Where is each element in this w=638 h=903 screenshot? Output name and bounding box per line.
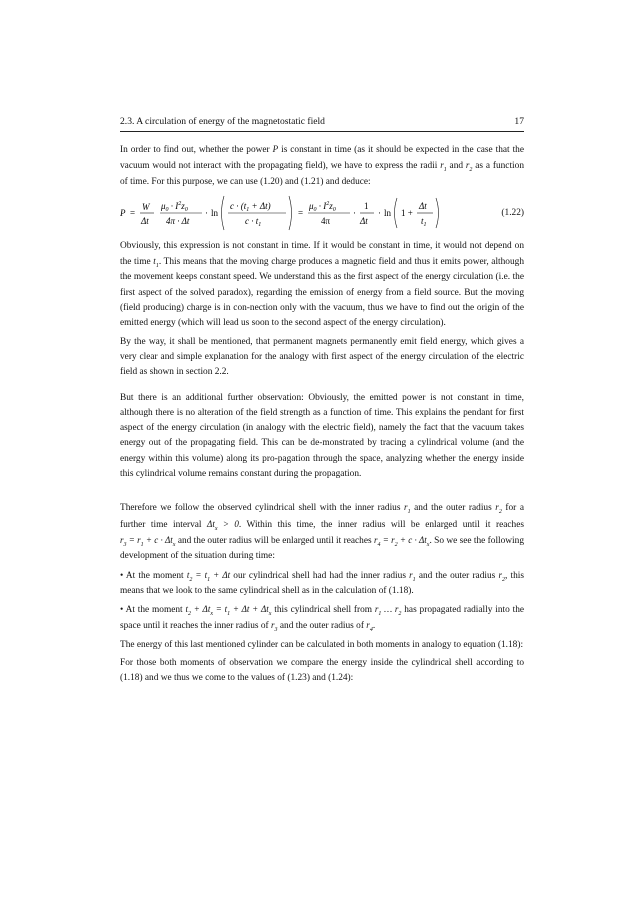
math-t2-dtx-expression: $t_2 + \Delta t_x = t_1 + \Delta t + \Delta t_x$ — [185, 604, 272, 617]
math-r3-expression: $r_3 = r_1 + c \cdot \Delta t_x$ — [120, 534, 176, 548]
math-r1: $r_1$ — [409, 569, 416, 583]
math-r3: $r_3$ — [271, 620, 278, 634]
paren-right-2 — [436, 198, 439, 228]
eq-one-plus: 1 + — [401, 207, 413, 218]
paragraph-permanent-magnets: By the way, it shall be mentioned, that permanent magnets permanently emit field energy, which gives a very clear and simple explanation for the analogy with first aspect of the energy circulation of the electric field as shown in section 2.2. — [120, 336, 524, 378]
math-P: P — [272, 144, 279, 154]
eq-num2: $c \cdot (t_1 + \Delta t)$ — [230, 200, 271, 213]
paragraph-compare-moments: For those both moments of observation we compare the energy inside the cylindrical shell according to (1.18) and we thus we come to the values of (1.23) and (1.24): — [120, 658, 524, 684]
page-number: 17 — [514, 116, 524, 127]
math-dtx-positive: $\Delta t_x > 0$ — [207, 518, 239, 532]
eq-ln-2: ln — [384, 207, 392, 218]
math-r1: $r_1$ — [440, 160, 447, 174]
equation-number: (1.22) — [501, 207, 524, 218]
running-head — [120, 116, 524, 127]
paragraph-not-constant: Obviously, this expression is not constant in time. If it would be constant in time, it would not depend on the time $t_1$. This means that the moving charge produces a magnetic field and thus it emits power, although the movement keeps constant speed. We understand this as the first aspect of the energy circulation (i.e. the first aspect of the solved paradox), regarding the emission of energy from a field source. But the moving (field producing) charge is in con-nection only with the vacuum, thus we have to find out the origin of the emitted energy (which will lead us soon to the second aspect of the energy circulation). — [120, 240, 524, 329]
paren-left-1 — [222, 196, 225, 230]
eq-den1: 4π · Δt — [166, 215, 190, 226]
math-r4-expression: $r_4 = r_2 + c \cdot \Delta t_x$ — [373, 534, 430, 548]
math-r2: $r_2$ — [495, 502, 502, 516]
equation-1-22 — [120, 193, 524, 233]
eq-dot-1: · — [205, 207, 208, 218]
bullet-first-moment: • At the moment $t_2 = t_1 + \Delta t$ our cylindrical shell had had the inner radius $r_1$ and the outer radius $r_2$, this means that we look to the same cylindrical shell as in the calculation of (1.18). — [120, 569, 524, 596]
paragraph-further-observation: But there is an additional further observation: Obviously, the emitted power is not constant in time, although there is no alteration of the field strength as a function of time. This explains the pendant for first aspect of the energy circulation (in analogy with the electric field), namely the fact that the vacuum takes energy out of the propagating field. This can be de-monstrated by tracing a cylindrical volume (and the energy within this volume) along its pro-pagation through the space, analyzing whether the energy inside this cylindrical volume remains constant during the propagation. — [120, 392, 524, 480]
eq-one: 1 — [364, 200, 369, 211]
paren-left-2 — [395, 198, 398, 228]
math-t1: $t_1$ — [153, 256, 159, 269]
header-rule — [120, 131, 524, 132]
math-r1: $r_1$ — [404, 502, 411, 516]
eq-num4: Δt — [419, 200, 427, 211]
eq-den2: $c \cdot t_1$ — [245, 215, 262, 228]
paragraph-cylindrical-shell: Therefore we follow the observed cylindrical shell with the inner radius $r_1$ and the outer radius $r_2$ for a further time interval $\Delta t_x > 0$. Within this time, the inner radius will be enlarged until it reaches $r_3 = r_1 + c \cdot \Delta t_x$ and the outer radius will be enlarged until it reaches $r_4 = r_2 + c \cdot \Delta t_x$. So we see the following development of the situation during time: — [120, 502, 524, 562]
section-title: 2.3. A circulation of energy of the magnetostatic field — [120, 116, 325, 127]
math-r2: $r_2$ — [498, 569, 505, 583]
math-r1-to-r2: $r_1$ … $r_2$ — [374, 604, 402, 617]
eq-equals-2: = — [298, 207, 304, 218]
paragraph-intro: In order to find out, whether the power P is constant in time (as it should be expected in the case that the vacuum would not interact with the propagating field), we have to express the radii $r_1$ and $r_2$ as a function of time. For this purpose, we can use (1.20) and (1.21) and deduce: — [120, 144, 524, 187]
eq-dot-2: · — [353, 207, 356, 218]
bullet-second-moment: • At the moment $t_2 + \Delta t_x = t_1 + \Delta t + \Delta t_x$ this cylindrical shell from $r_1$ … $r_2$ has propagated radially into the space until it reaches the inner radius of $r_3$ and the outer radius of $r_4$. — [120, 604, 525, 634]
paren-right-1 — [289, 196, 292, 230]
eq-P: P — [120, 207, 126, 218]
eq-den3: 4π — [321, 215, 331, 226]
eq-ln-1: ln — [211, 207, 219, 218]
math-t2-expression: $t_2 = t_1 + \Delta t$ — [186, 569, 231, 583]
paragraph-energy-last-cylinder: The energy of this last mentioned cylinder can be calculated in both moments in analogy to equation (1.18): — [120, 639, 524, 650]
eq-dt: Δt — [141, 215, 149, 226]
eq-dt-2: Δt — [360, 215, 368, 226]
eq-num1: $\mu_0 \cdot I^2z_0$ — [161, 200, 188, 213]
eq-num3: $\mu_0 \cdot I^2z_0$ — [309, 200, 336, 213]
math-r2: $r_2$ — [465, 160, 473, 174]
eq-W: W — [142, 201, 150, 212]
body-text — [120, 142, 524, 690]
math-r4: $r_4$ — [366, 620, 373, 634]
eq-den4: $t_1$ — [421, 215, 427, 228]
equation-graphic — [120, 193, 524, 233]
eq-equals-1: = — [130, 207, 136, 218]
eq-dot-3: · — [378, 207, 381, 218]
